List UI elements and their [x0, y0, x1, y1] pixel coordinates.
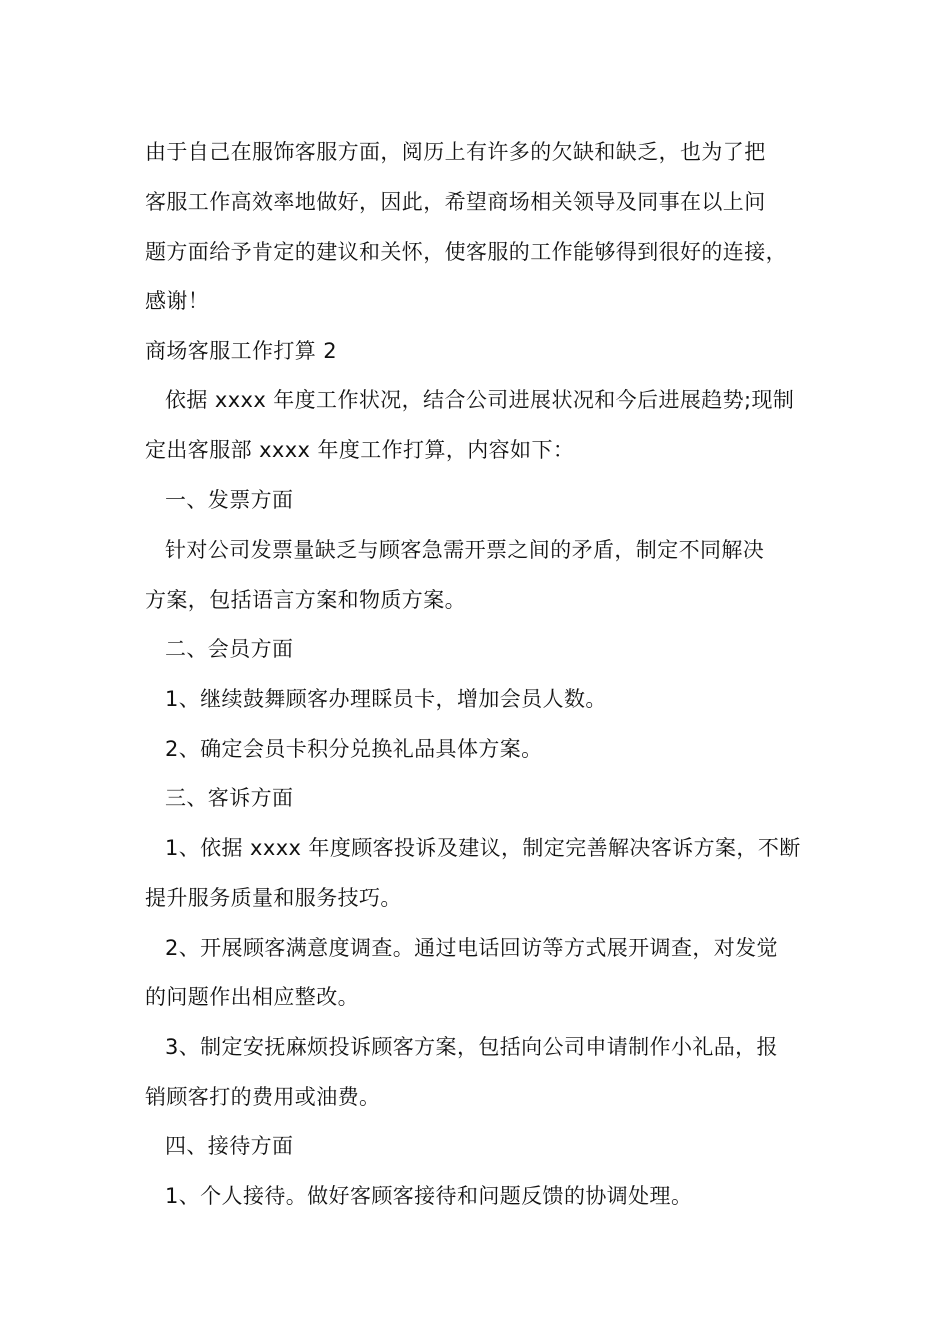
list-item: 1、个人接待。做好客顾客接待和问题反馈的协调处理。	[165, 1184, 693, 1208]
heading-invoice: 一、发票方面	[165, 488, 294, 512]
list-item: 2、确定会员卡积分兑换礼品具体方案。	[165, 737, 543, 761]
paragraph-line: 由于自己在服饰客服方面，阅历上有许多的欠缺和缺乏，也为了把	[145, 140, 766, 164]
paragraph-line: 客服工作高效率地做好，因此，希望商场相关领导及同事在以上问	[145, 190, 766, 214]
list-item: 3、制定安抚麻烦投诉顾客方案，包括向公司申请制作小礼品，报	[165, 1035, 778, 1059]
heading-reception: 四、接待方面	[165, 1134, 294, 1158]
paragraph-line: 感谢！	[145, 289, 210, 313]
list-item-continuation: 提升服务质量和服务技巧。	[145, 886, 402, 910]
paragraph-line: 题方面给予肯定的建议和关怀，使客服的工作能够得到很好的连接，	[145, 240, 787, 264]
list-item: 1、继续鼓舞顾客办理睬员卡，增加会员人数。	[165, 687, 607, 711]
list-item-continuation: 的问题作出相应整改。	[145, 985, 359, 1009]
list-item: 2、开展顾客满意度调查。通过电话回访等方式展开调查，对发觉	[165, 936, 778, 960]
heading-complaints: 三、客诉方面	[165, 786, 294, 810]
paragraph-line: 定出客服部 xxxx 年度工作打算，内容如下：	[145, 438, 575, 462]
section-title: 商场客服工作打算 2	[145, 339, 338, 363]
list-item-continuation: 销顾客打的费用或油费。	[145, 1085, 381, 1109]
list-item: 1、依据 xxxx 年度顾客投诉及建议，制定完善解决客诉方案，不断	[165, 836, 801, 860]
paragraph-line: 方案，包括语言方案和物质方案。	[145, 588, 466, 612]
heading-membership: 二、会员方面	[165, 637, 294, 661]
paragraph-line: 依据 xxxx 年度工作状况，结合公司进展状况和今后进展趋势;现制	[165, 388, 795, 412]
paragraph-line: 针对公司发票量缺乏与顾客急需开票之间的矛盾，制定不同解决	[165, 538, 765, 562]
